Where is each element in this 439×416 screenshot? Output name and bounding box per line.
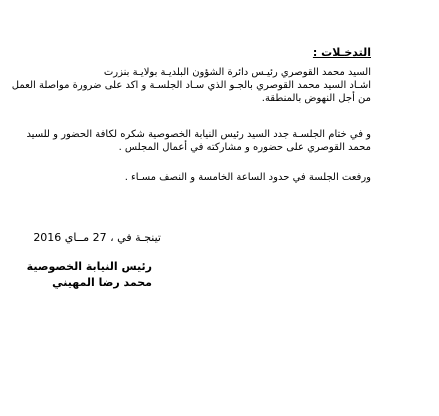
signature-name: محمد رضا المهيني [52, 276, 152, 289]
paragraph-intervention [11, 66, 371, 105]
paragraph-adjournment [11, 171, 371, 184]
signature-title: رئيس النيابة الخصوصية [26, 260, 152, 273]
paragraph-line: ورفعت الجلسة في حدود الساعة الخامسة و النصف مسـاء . [124, 172, 371, 183]
section-heading: التدخـلات : [312, 46, 371, 59]
paragraph-line: السيد محمد القوصري رئيـس دائرة الشؤون البلديـة بولايـة بنزرت [103, 67, 371, 78]
paragraph-line: و في ختام الجلسـة جدد السيد رئيس النيابة الخصوصية شكره لكافة الحضور و للسيد محمد القوصري على حضوره و مشاركته في أعمال المجلس . [26, 129, 371, 153]
paragraph-line: اشـاد السيد محمد القوصري بالجـو الذي سـاد الجلسـة و اكد على ضرورة مواصلة العمل من أجل النهوض بالمنطقة. [11, 80, 371, 104]
paragraph-closing [11, 128, 371, 154]
date-line: تينجـة في ، 27 مــاي 2016 [33, 231, 161, 244]
